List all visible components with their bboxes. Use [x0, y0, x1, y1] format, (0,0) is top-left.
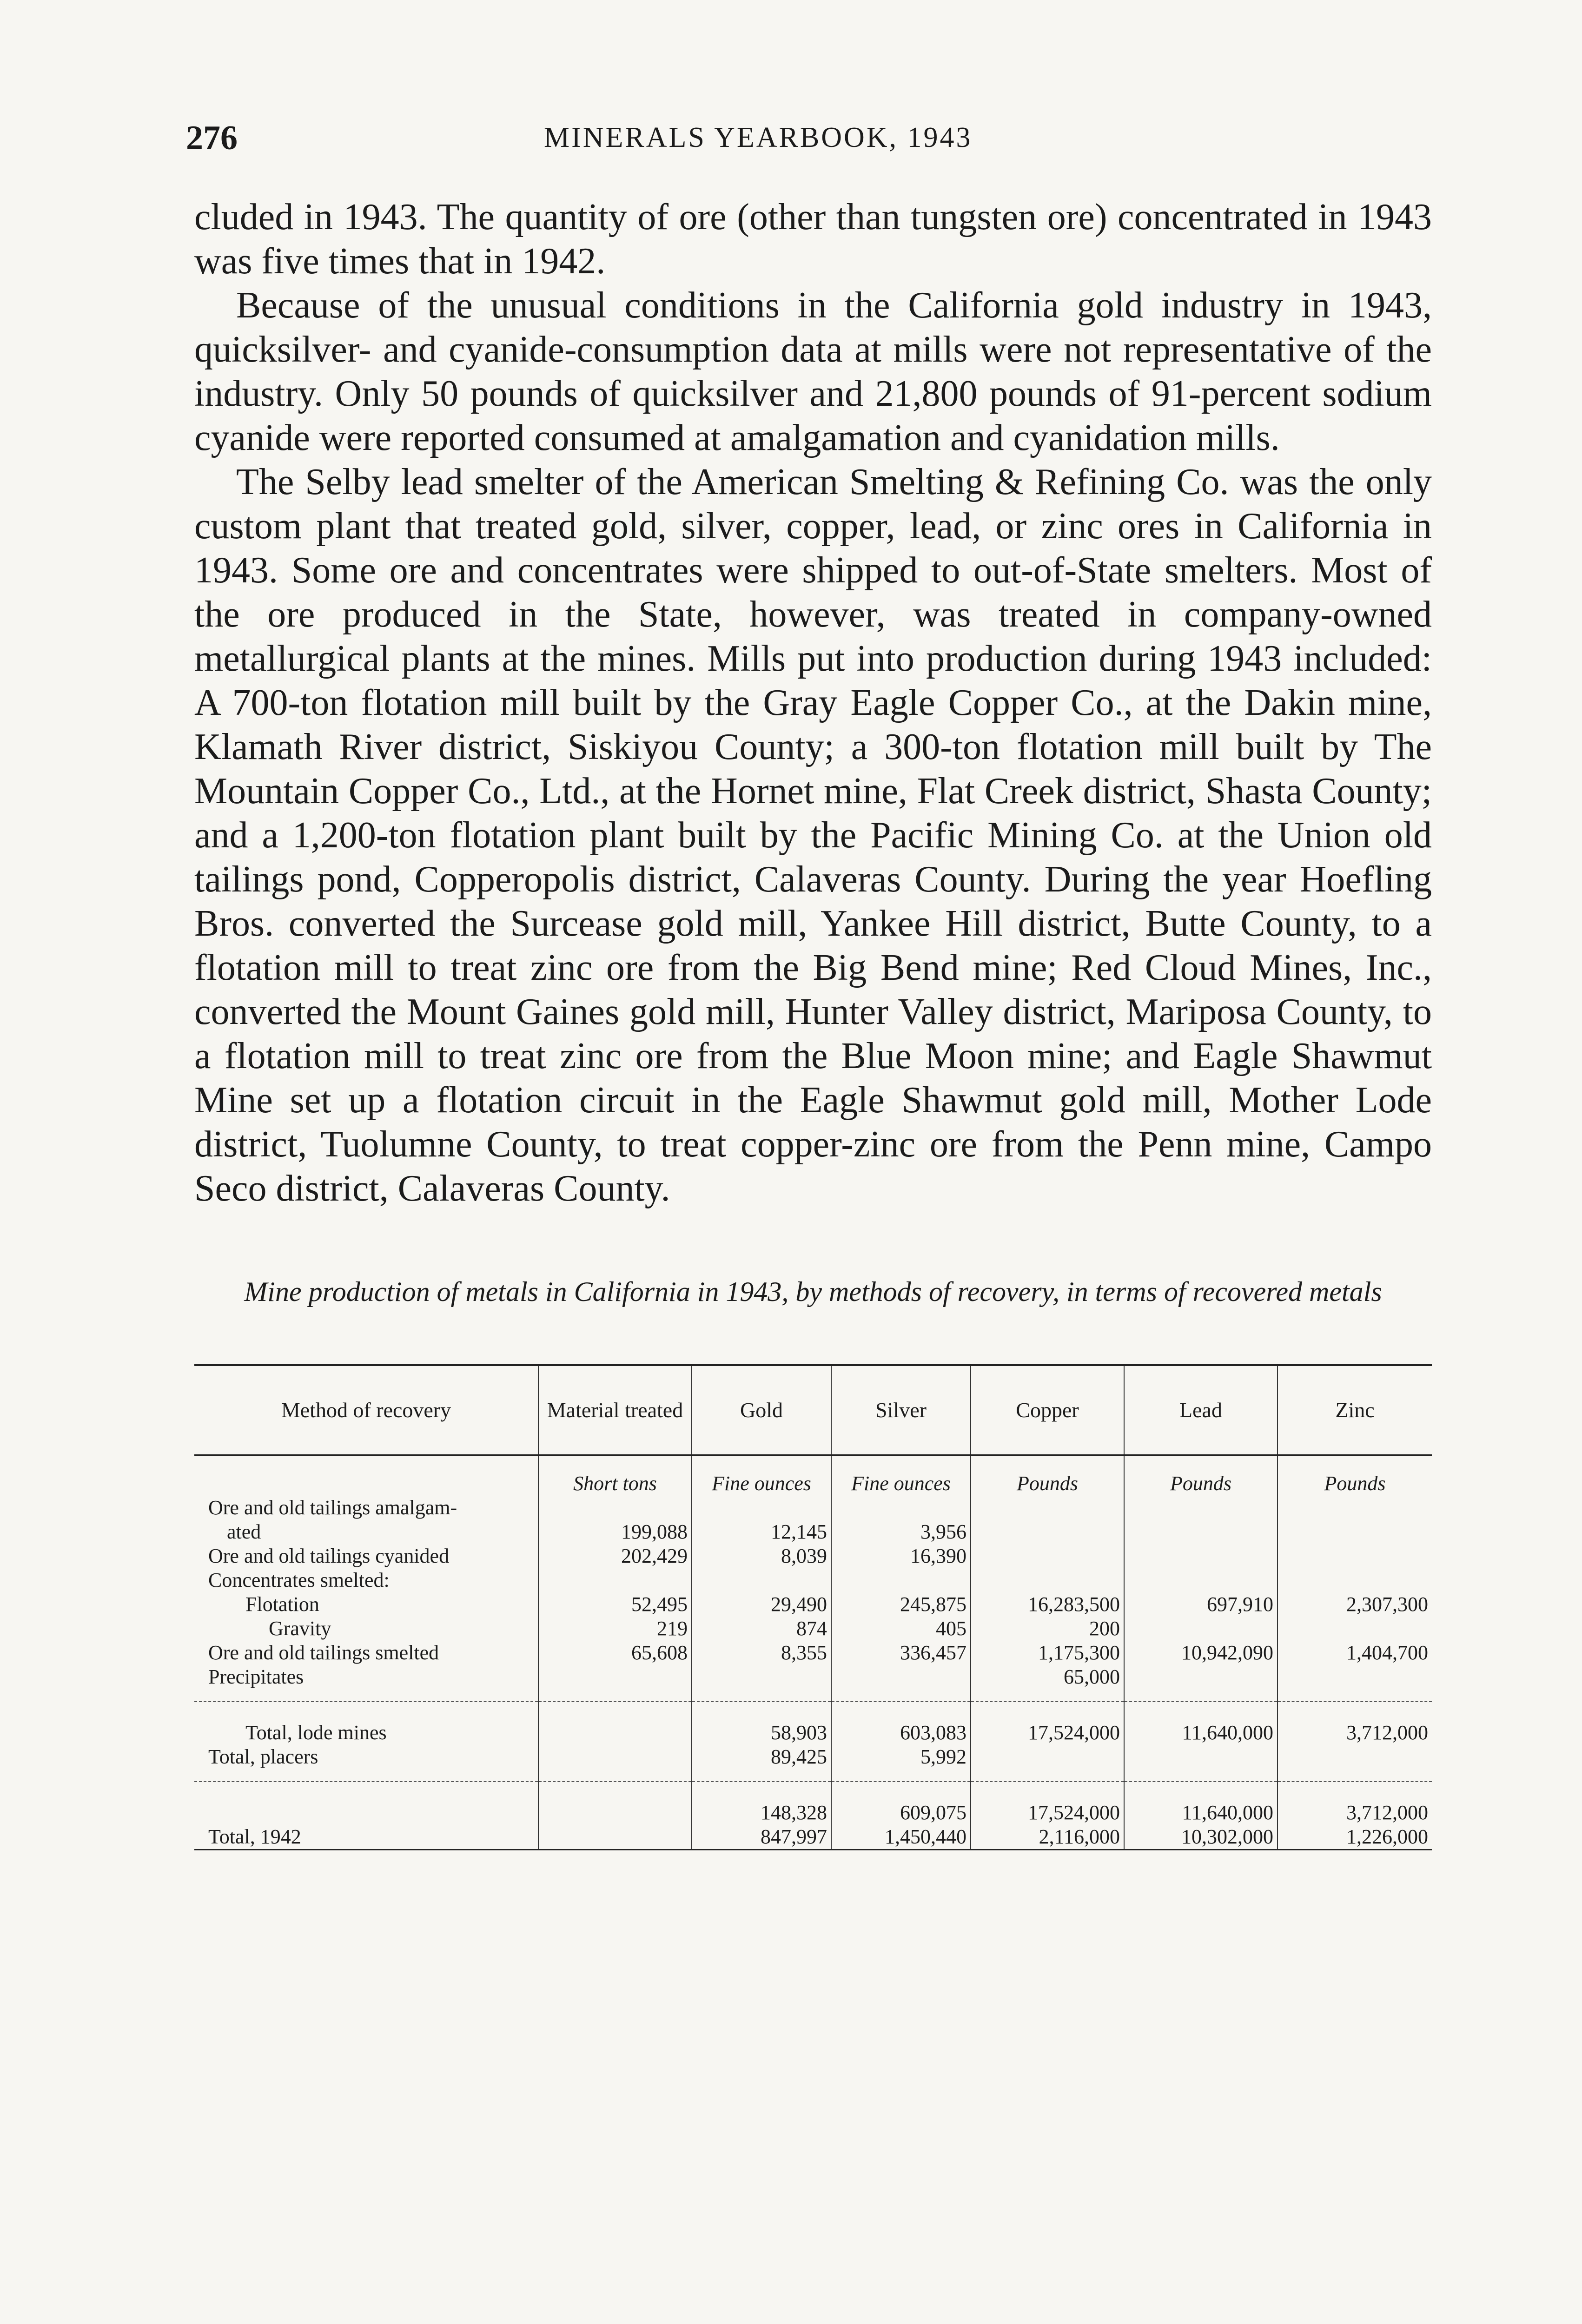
- table-cell: [1124, 1544, 1278, 1568]
- table-cell: [692, 1496, 831, 1520]
- table-cell: 8,355: [692, 1641, 831, 1665]
- table-cell: 58,903: [692, 1721, 831, 1745]
- table-cell: [1124, 1665, 1278, 1689]
- table-cell: 603,083: [831, 1721, 971, 1745]
- row-label: Total, 1942: [194, 1825, 538, 1850]
- table-cell: 16,390: [831, 1544, 971, 1568]
- row-label: Ore and old tailings smelted: [208, 1641, 439, 1664]
- total-row: [194, 1745, 1432, 1769]
- table-cell: [538, 1568, 692, 1592]
- table-cell: [538, 1721, 692, 1745]
- table-cell: 3,956: [831, 1520, 971, 1544]
- table-cell: 3,712,000: [1278, 1721, 1432, 1745]
- table-cell: [971, 1496, 1124, 1520]
- row-label: Precipitates: [208, 1665, 304, 1688]
- table-cell: 697,910: [1124, 1592, 1278, 1617]
- running-head: MINERALS YEARBOOK, 1943: [544, 122, 973, 153]
- row-label: [194, 1801, 538, 1825]
- table-cell: 29,490: [692, 1592, 831, 1617]
- table-cell: [692, 1665, 831, 1689]
- table-cell: [538, 1496, 692, 1520]
- table-cell: 847,997: [692, 1825, 831, 1850]
- page-header: [186, 119, 1441, 160]
- table-cell: 2,307,300: [1278, 1592, 1432, 1617]
- table-cell: 1,175,300: [971, 1641, 1124, 1665]
- row-label: Concentrates smelted:: [208, 1569, 390, 1591]
- unit-cell: Pounds: [1124, 1455, 1278, 1496]
- table-cell: 16,283,500: [971, 1592, 1124, 1617]
- table-cell: 65,608: [538, 1641, 692, 1665]
- production-table: [194, 1364, 1432, 1850]
- row-label: Total, lode mines: [245, 1721, 387, 1744]
- table-caption: Mine production of metals in California in 1943, by methods of recovery, in terms of recovered metals: [244, 1276, 1382, 1307]
- table-row: [194, 1665, 1432, 1689]
- table-cell: [1278, 1617, 1432, 1641]
- table-cell: 1,450,440: [831, 1825, 971, 1850]
- row-label: Gravity: [269, 1617, 331, 1640]
- table-cell: 3,712,000: [1278, 1801, 1432, 1825]
- paragraph: Because of the unusual conditions in the California gold industry in 1943, quicksilver- and cyanide-consumption data at mills were not representative of the industry. Only 50 pounds of quicksilver and 21,800 pounds of 91-percent sodium cyanide were reported consumed at amalgamation and cyanidation mills.: [194, 285, 1432, 458]
- table-cell: 219: [538, 1617, 692, 1641]
- row-label: ated: [227, 1520, 261, 1543]
- table-cell: [971, 1568, 1124, 1592]
- table-cell: [1124, 1745, 1278, 1769]
- row-label: Ore and old tailings cyanided: [208, 1545, 450, 1567]
- unit-cell: Fine ounces: [692, 1455, 831, 1496]
- table-cell: [538, 1745, 692, 1769]
- table-cell: 17,524,000: [971, 1801, 1124, 1825]
- table-cell: [831, 1665, 971, 1689]
- unit-cell: Pounds: [971, 1455, 1124, 1496]
- table-cell: 11,640,000: [1124, 1721, 1278, 1745]
- table-row: [194, 1592, 1432, 1617]
- table-cell: [1124, 1520, 1278, 1544]
- table-cell: 200: [971, 1617, 1124, 1641]
- total-row: [194, 1801, 1432, 1825]
- table-cell: 8,039: [692, 1544, 831, 1568]
- table-cell: [538, 1665, 692, 1689]
- table-cell: 2,116,000: [971, 1825, 1124, 1850]
- unit-cell: Short tons: [538, 1455, 692, 1496]
- separator-row: [194, 1769, 1432, 1782]
- table-cell: 1,404,700: [1278, 1641, 1432, 1665]
- table-cell: 11,640,000: [1124, 1801, 1278, 1825]
- table-cell: [971, 1544, 1124, 1568]
- separator-row: [194, 1689, 1432, 1702]
- table-cell: 405: [831, 1617, 971, 1641]
- table-row: [194, 1641, 1432, 1665]
- table-cell: [1278, 1665, 1432, 1689]
- table-cell: 199,088: [538, 1520, 692, 1544]
- table-cell: [1278, 1745, 1432, 1769]
- table-cell: 1,226,000: [1278, 1825, 1432, 1850]
- total-row: [194, 1721, 1432, 1745]
- table-cell: 336,457: [831, 1641, 971, 1665]
- table-cell: 89,425: [692, 1745, 831, 1769]
- table-row: [194, 1544, 1432, 1568]
- table-cell: [538, 1801, 692, 1825]
- column-header: Method of recovery: [194, 1365, 538, 1455]
- table-cell: [1124, 1568, 1278, 1592]
- row-label: Total, placers: [208, 1745, 318, 1768]
- table-cell: 17,524,000: [971, 1721, 1124, 1745]
- paragraph: cluded in 1943. The quantity of ore (other than tungsten ore) concentrated in 1943 was five times that in 1942.: [194, 197, 1432, 282]
- table-cell: 609,075: [831, 1801, 971, 1825]
- spacer-row: [194, 1702, 1432, 1721]
- table-cell: 5,992: [831, 1745, 971, 1769]
- table-cell: [831, 1568, 971, 1592]
- table-cell: [1278, 1544, 1432, 1568]
- table-row: [194, 1617, 1432, 1641]
- table-cell: [538, 1825, 692, 1850]
- table-row: [194, 1520, 1432, 1544]
- table-row: [194, 1496, 1432, 1520]
- row-label: Flotation: [245, 1593, 319, 1616]
- table-cell: 12,145: [692, 1520, 831, 1544]
- table-cell: 65,000: [971, 1665, 1124, 1689]
- table-cell: [1278, 1568, 1432, 1592]
- table-cell: 10,302,000: [1124, 1825, 1278, 1850]
- table-cell: [971, 1745, 1124, 1769]
- table-header-row: [194, 1365, 1432, 1455]
- table-row: [194, 1568, 1432, 1592]
- table-cell: [1278, 1496, 1432, 1520]
- column-header: Gold: [692, 1365, 831, 1455]
- column-header: Material treated: [538, 1365, 692, 1455]
- body-text: [194, 195, 1432, 1211]
- unit-cell: Pounds: [1278, 1455, 1432, 1496]
- column-header: Lead: [1124, 1365, 1278, 1455]
- units-row: [194, 1455, 1432, 1496]
- table-cell: 148,328: [692, 1801, 831, 1825]
- column-header: Copper: [971, 1365, 1124, 1455]
- row-label: Ore and old tailings amalgam-: [208, 1496, 457, 1519]
- table-cell: [692, 1568, 831, 1592]
- total-row: [194, 1825, 1432, 1850]
- unit-cell: Fine ounces: [831, 1455, 971, 1496]
- table-cell: [1278, 1520, 1432, 1544]
- table-cell: 202,429: [538, 1544, 692, 1568]
- table-cell: 52,495: [538, 1592, 692, 1617]
- column-header: Zinc: [1278, 1365, 1432, 1455]
- table-cell: 245,875: [831, 1592, 971, 1617]
- table-cell: [1124, 1617, 1278, 1641]
- spacer-row: [194, 1782, 1432, 1801]
- column-header: Silver: [831, 1365, 971, 1455]
- page-number: 276: [186, 119, 238, 157]
- unit-cell: [194, 1455, 538, 1496]
- table-cell: 874: [692, 1617, 831, 1641]
- paragraph: The Selby lead smelter of the American Smelting & Refining Co. was the only custom plant that treated gold, silver, copper, lead, or zinc ores in California in 1943. Some ore and concentrates were shipped to out-of-State smelters. Most of the ore produced in the State, however, was treated in company-owned metallurgical plants at the mines. Mills put into production during 1943 included: A 700-ton flotation mill built by the Gray Eagle Copper Co., at the Dakin mine, Klamath River district, Siskiyou County; a 300-ton flotation mill built by The Mountain Copper Co., Ltd., at the Hornet mine, Flat Creek district, Shasta County; and a 1,200-ton flotation plant built by the Pacific Mining Co. at the Union old tailings pond, Copperopolis district, Calaveras County. During the year Hoefling Bros. converted the Surcease gold mill, Yankee Hill district, Butte County, to a flotation mill to treat zinc ore from the Big Bend mine; Red Cloud Mines, Inc., converted the Mount Gaines gold mill, Hunter Valley district, Mariposa County, to a flotation mill to treat zinc ore from the Blue Moon mine; and Eagle Shawmut Mine set up a flotation circuit in the Eagle Shawmut gold mill, Mother Lode district, Tuolumne County, to treat copper-zinc ore from the Penn mine, Campo Seco district, Calaveras County.: [194, 462, 1432, 1209]
- table-cell: [971, 1520, 1124, 1544]
- table-cell: 10,942,090: [1124, 1641, 1278, 1665]
- table-cell: [1124, 1496, 1278, 1520]
- table-cell: [831, 1496, 971, 1520]
